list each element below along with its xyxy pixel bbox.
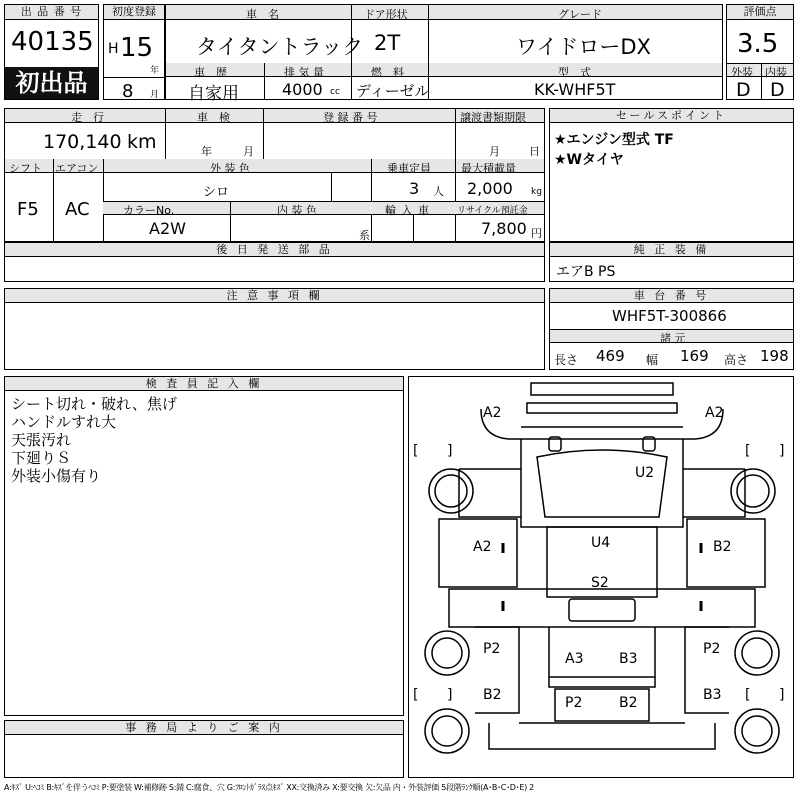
inspection-month-unit: 月: [243, 145, 254, 158]
first-reg-year: 15: [120, 33, 154, 63]
chassis-label: 車 台 番 号: [550, 289, 793, 303]
inspector-label: 検 査 員 記 入 欄: [5, 377, 403, 391]
max-load-unit: kg: [531, 187, 542, 197]
height: 198: [760, 347, 789, 365]
ext-color: シロ: [203, 185, 230, 200]
car-name-label: 車 名: [246, 8, 279, 21]
length: 469: [596, 347, 625, 365]
office-label: 事 務 局 よ り ご 案 内: [5, 721, 403, 735]
mark-b3-center: B3: [619, 651, 638, 667]
mark-a3: A3: [565, 651, 584, 667]
capacity-unit: 人: [433, 185, 444, 198]
grade-label: グレード: [558, 8, 602, 21]
inspector-line: 下廻りＳ: [11, 449, 72, 467]
max-load: 2,000: [467, 179, 513, 198]
int-score: D: [770, 79, 785, 101]
height-label: 高さ: [724, 353, 749, 367]
width: 169: [680, 347, 709, 365]
sales-point-1: ★エンジン型式 TF: [554, 132, 674, 148]
equipment-label: 純 正 装 備: [550, 243, 793, 257]
capacity: 3: [409, 179, 420, 198]
bracket-right-top: [: [745, 443, 751, 459]
color-no-label: カラーNo.: [123, 204, 175, 217]
svg-text:]: ]: [779, 687, 785, 703]
model-code: KK-WHF5T: [534, 80, 616, 99]
lot-box: [4, 4, 99, 100]
shift: F5: [17, 199, 39, 220]
svg-text:[: [: [413, 687, 419, 703]
era: H: [108, 41, 119, 57]
first-reg-box: [103, 4, 165, 100]
score-label: 評価点: [727, 5, 793, 20]
inspector-line: 外装小傷有り: [11, 467, 102, 485]
inspector-notes: [11, 395, 177, 485]
notes-label: 注 意 事 項 欄: [5, 289, 544, 303]
lot-number: 40135: [11, 27, 94, 57]
mark-s2: S2: [591, 575, 609, 591]
inspection-year-unit: 年: [201, 145, 212, 158]
first-reg-label: 初度登録: [104, 5, 164, 20]
inspector-line: 天張汚れ: [11, 431, 72, 449]
svg-text:]: ]: [779, 443, 785, 459]
inspection-label: 車 検: [197, 111, 230, 124]
later-parts-box: [4, 242, 545, 282]
mark-a2-front-left: A2: [483, 405, 502, 421]
mark-a2-left-mid: A2: [473, 539, 492, 555]
spec-block: [4, 108, 545, 242]
equipment-box: [549, 242, 794, 282]
import-label: 輸 入 車: [385, 204, 430, 217]
ext-color-label: 外 装 色: [210, 162, 250, 175]
model-label: 型 式: [558, 66, 591, 79]
int-color-unit: 系: [359, 229, 370, 242]
equipment-value: エアB PS: [556, 264, 616, 280]
mark-u4: U4: [591, 535, 611, 551]
mark-p2-right: P2: [703, 641, 721, 657]
chassis-box: [549, 288, 794, 370]
displacement-unit: cc: [330, 87, 340, 97]
shift-label: シフト: [9, 162, 42, 175]
color-no: A2W: [149, 219, 186, 238]
lot-label: 出 品 番 号: [5, 5, 98, 20]
mark-b2-bottom: B2: [619, 695, 638, 711]
first-listing-badge: [5, 67, 98, 99]
max-load-label: 最大積載量: [461, 162, 516, 175]
mark-b2-left-low: B2: [483, 687, 502, 703]
recycle-unit: 円: [531, 227, 542, 240]
score-box: [726, 4, 794, 100]
int-color-label: 内 装 色: [277, 204, 317, 217]
recycle: 7,800: [481, 219, 527, 238]
transfer-day-unit: 日: [529, 145, 540, 158]
year-unit: 年: [150, 66, 160, 76]
vehicle-block: [165, 4, 723, 104]
int-label: 内装: [765, 66, 787, 79]
plate-label: 登 録 番 号: [323, 111, 378, 124]
notes-box: [4, 288, 545, 370]
sales-points-label: セールスポイント: [550, 109, 793, 123]
recycle-label: リサイクル預託金: [457, 206, 528, 216]
car-diagram-svg: [409, 377, 795, 779]
aircon-label: エアコン: [55, 162, 99, 175]
displacement: 4000: [282, 80, 323, 99]
mark-u2: U2: [635, 465, 655, 481]
transfer-label: 譲渡書類期限: [460, 111, 526, 124]
inspector-line: シート切れ・破れ、焦げ: [11, 395, 177, 413]
svg-text:]: ]: [447, 687, 453, 703]
mark-b2-right-mid: B2: [713, 539, 732, 555]
displacement-label: 排 気 量: [284, 66, 324, 79]
mark-b3-right: B3: [703, 687, 722, 703]
month-unit: 月: [150, 90, 160, 100]
chassis-number: WHF5T-300866: [612, 307, 727, 325]
inspector-line: ハンドルすれ大: [11, 413, 117, 431]
svg-text:[: [: [745, 687, 751, 703]
history-label: 車 歴: [194, 66, 227, 79]
mileage: 170,140: [43, 131, 122, 153]
door-label: ドア形状: [364, 8, 408, 21]
sales-point-2: ★Wタイヤ: [554, 152, 624, 168]
damage-diagram: [408, 376, 794, 778]
history: 自家用: [188, 84, 239, 104]
bracket-left-top: [: [413, 443, 419, 459]
mileage-label: 走 行: [71, 111, 104, 124]
legend: A:ｷｽﾞ U:ﾍｺﾐ B:ｷｽﾞを伴うﾍｺﾐ P:要塗装 W:補修跡 S:錆 C:腐食、穴 G:ﾌﾛﾝﾄｶﾞﾗｽ点ｷｽﾞ XX:交換済み X:要交換 欠:欠品 内・外装評価 5段階ﾗﾝｸ順(A･B･C･D･E) 2: [4, 783, 534, 792]
mileage-unit: km: [127, 131, 157, 153]
mark-p2-left: P2: [483, 641, 501, 657]
mark-p2-bottom: P2: [565, 695, 583, 711]
transfer-month-unit: 月: [489, 145, 500, 158]
fuel-label: 燃 料: [371, 66, 404, 79]
ext-score: D: [736, 79, 751, 101]
aircon: AC: [65, 199, 90, 220]
fuel: ディーゼル: [356, 82, 430, 100]
ext-label: 外装: [731, 66, 753, 79]
capacity-label: 乗車定員: [387, 162, 431, 175]
grade: ワイドローDX: [516, 35, 651, 59]
mark-a2-front-right: A2: [705, 405, 724, 421]
length-label: 長さ: [554, 353, 579, 367]
inspector-box: [4, 376, 404, 716]
dimensions-label: 諸 元: [660, 332, 686, 345]
svg-text:]: ]: [447, 443, 453, 459]
car-name: タイタントラック: [196, 35, 364, 59]
door-type: 2T: [374, 31, 401, 55]
badge-text: 初出品: [15, 69, 88, 97]
later-parts-label: 後 日 発 送 部 品: [5, 243, 544, 257]
office-box: [4, 720, 404, 778]
score-value: 3.5: [737, 29, 779, 59]
first-reg-month: 8: [122, 81, 134, 102]
width-label: 幅: [646, 353, 659, 367]
sales-points-box: [549, 108, 794, 242]
